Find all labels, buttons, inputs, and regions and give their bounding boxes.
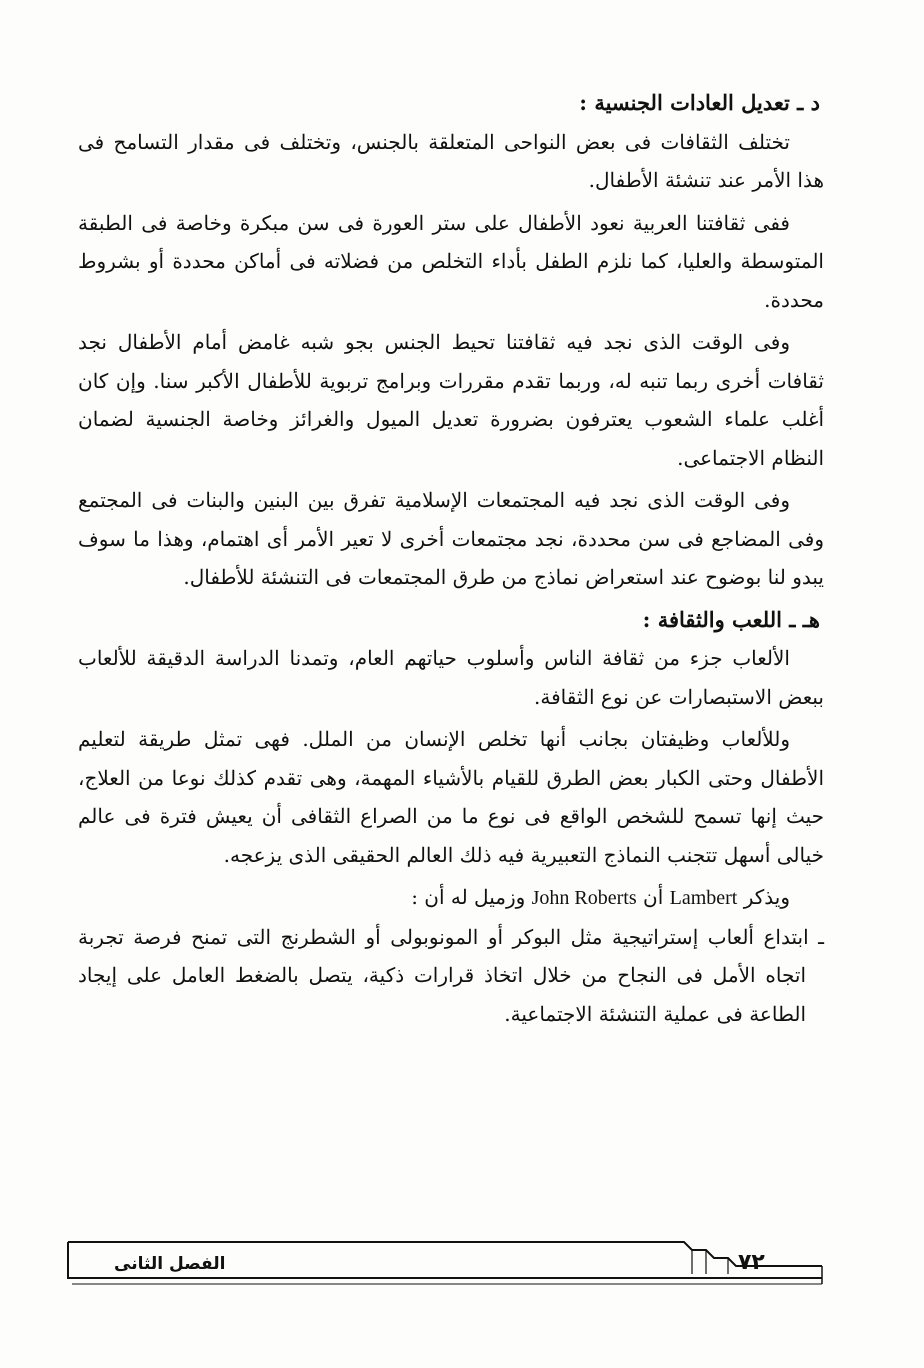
- paragraph: وفى الوقت الذى نجد فيه المجتمعات الإسلامية تفرق بين البنين والبنات فى المجتمع وفى المضاجع فى سن محددة، نجد مجتمعات أخرى لا تعير الأمر أى اهتمام، وهذا ما سوف يبدو لنا بوضوح عند استعراض نماذج من طرق المجتمعات فى التنشئة للأطفال.: [78, 488, 824, 589]
- paragraph: وللألعاب وظيفتان بجانب أنها تخلص الإنسان من الملل. فهى تمثل طريقة لتعليم الأطفال وحتى الكبار بعض الطرق للقيام بالأشياء المهمة، وهى تقدم كذلك نوعا من العلاج، حيث إنها تسمح للشخص الواقع فى نوع ما من الصراع الثقافى أن يعيش فترة فى عالم خيالى أسهل تتجنب النماذج التعبيرية فيه ذلك العالم الحقيقى الذى يزعجه.: [78, 727, 825, 867]
- bullet-item: ـ ابتداع ألعاب إستراتيجية مثل البوكر أو المونوبولى أو الشطرنج التى تمنح فرصة تجربة اتجاه الأمل فى النجاح من خلال اتخاذ قرارات ذكية، يتصل بالضغط العامل على إيجاد الطاعة فى عملية التنشئة الاجتماعية.: [78, 924, 824, 1026]
- paragraph: تختلف الثقافات فى بعض النواحى المتعلقة بالجنس، وتختلف فى مقدار التسامح فى هذا الأمر عند تنشئة الأطفال.: [78, 129, 824, 192]
- page-number: ٧٢: [738, 1250, 765, 1275]
- author-name: John Roberts: [531, 887, 637, 909]
- page-footer: [66, 1240, 824, 1292]
- paragraph: الألعاب جزء من ثقافة الناس وأسلوب حياتهم العام، وتمدنا الدراسة الدقيقة للألعاب ببعض الاستبصارات عن نوع الثقافة.: [78, 646, 824, 709]
- author-name: Lambert: [669, 887, 738, 909]
- citation-text: وزميل له أن :: [411, 885, 526, 909]
- paragraph: ففى ثقافتنا العربية نعود الأطفال على ستر العورة فى سن مبكرة وخاصة فى الطبقة المتوسطة والعليا، كما نلزم الطفل بأداء التخلص من فضلاته فى أماكن محددة أو بشروط محددة.: [78, 210, 824, 312]
- section-heading-d: د ـ تعديل العادات الجنسية :: [579, 90, 820, 115]
- citation-text: أن: [643, 885, 664, 909]
- section-heading-h: هـ ـ اللعب والثقافة :: [642, 606, 820, 632]
- citation-line: [78, 878, 824, 918]
- page-body: [78, 84, 824, 1033]
- citation-text: ويذكر: [743, 885, 790, 909]
- paragraph: وفى الوقت الذى نجد فيه ثقافتنا تحيط الجنس بجو شبه غامض أمام الأطفال نجد ثقافات أخرى ربما تنبه له، وربما تقدم مقررات وبرامج تربوية للأطفال الأكبر سنا. وإن كان أغلب علماء الشعوب يعترفون بضرورة تعديل الميول والغرائز وخاصة الجنسية لضمان النظام الاجتماعى.: [78, 330, 824, 470]
- chapter-title: الفصل الثانى: [114, 1254, 226, 1274]
